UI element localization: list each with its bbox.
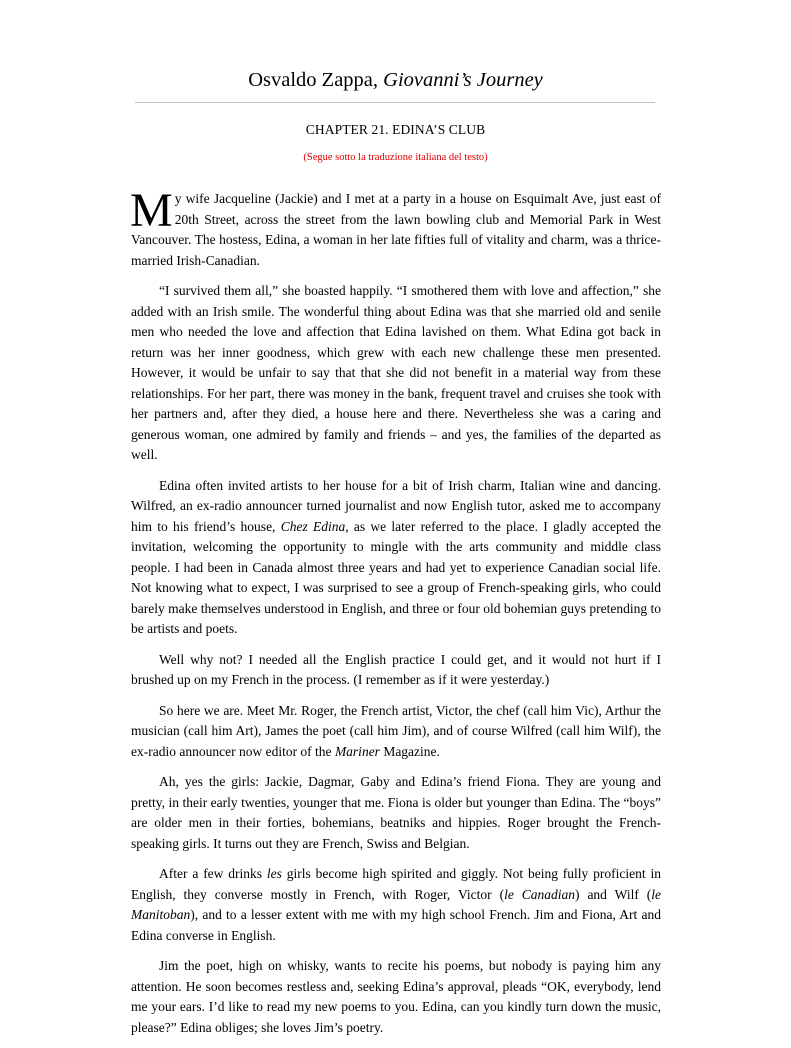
paragraph-3-text-b: as we later referred to the place. I gladly accepted the invitation, welcoming the opportunity to mingle with the arts community and middle class people. I had been in Canada almost three years and had yet to experience Canadian social life. Not knowing what to expect, I was surprised to see a group of French-speaking girls, who could barely make themselves understood in English, and three or four old bohemian guys pretending to be artists and poets. xyxy=(131,518,661,636)
paragraph-4: Well why not? I needed all the English practice I could get, and it would not hurt if I brushed up on my French in the process. (I remember as if it were yesterday.) xyxy=(131,651,661,687)
paragraph-7-text-a: After a few drinks xyxy=(159,866,267,881)
paragraph-7-italic-1: les xyxy=(266,866,282,881)
paragraph-7 xyxy=(131,864,661,946)
drop-cap: M xyxy=(130,184,173,237)
paragraph-7-text-d: ), and to a lesser extent with me with my high school French. Jim and Fiona, Art and Edina converse in English. xyxy=(131,907,661,943)
paragraph-1 xyxy=(130,184,661,271)
chapter-body xyxy=(130,184,661,1048)
paragraph-8: Jim the poet, high on whisky, wants to recite his poems, but nobody is paying him any attention. He soon becomes restless and, seeking Edina’s approval, pleads “OK, everybody, lend me your ears. I’d like to read my new poems to you. Edina, can you kindly turn down the music, please?” Edina obliges; she loves Jim’s poetry. xyxy=(131,958,661,1035)
paragraph-5 xyxy=(131,701,661,763)
chapter-title: CHAPTER 21. EDINA’S CLUB xyxy=(305,122,486,137)
paragraph-7-italic-2: le Canadian xyxy=(504,886,576,902)
paragraph-5-text-a: So here we are. Meet Mr. Roger, the French artist, Victor, the chef (call him Vic), Arthur the musician (call him Art), James the poet (call him Jim), and of course Wilfred (call him Wilf), the ex-radio announcer now editor of the xyxy=(131,702,661,759)
paragraph-7-text-b: girls become high spirited and giggly. Not being fully proficient in English, they converse mostly in French, with Roger, Victor ( xyxy=(131,866,661,902)
paragraph-5-italic: Mariner xyxy=(334,743,380,759)
paragraph-1-text: y wife Jacqueline (Jackie) and I met at a party in a house on Esquimalt Ave, just east of 20th Street, across the street from the lawn bowling club and Memorial Park in West Vancouver. The hostess, Edina, a woman in her late fifties full of vitality and charm, was a thrice-married Irish-Canadian. xyxy=(131,191,661,268)
paragraph-3 xyxy=(131,476,661,640)
paragraph-7-italic-3: le Manitoban xyxy=(131,886,661,922)
paragraph-7-text-c: ) and Wilf ( xyxy=(575,886,652,902)
translation-note: (Segue sotto la traduzione italiana del testo) xyxy=(303,152,488,163)
paragraph-5-text-b: Magazine. xyxy=(379,743,440,759)
running-header xyxy=(0,66,791,94)
paragraph-2: “I survived them all,” she boasted happily. “I smothered them with love and affection,” she added with an Irish smile. The wonderful thing about Edina was that she married old and senile men who needed the love and affection that Edina lavished on them. What Edina got back in return was her inner goodness, which grew with each new challenge these men presented. However, it would be unfair to say that that she did not benefit in a material way from these relationships. For her part, there was money in the bank, frequent travel and cruises she took with her partners and, after they died, a house here and there. Nevertheless she was a caring and generous woman, one admired by family and friends – and yes, the families of the departed as well. xyxy=(131,283,661,462)
header-book-title: Giovanni’s Journey xyxy=(383,69,543,91)
paragraph-3-italic: Chez Edina, xyxy=(280,518,349,534)
paragraph-3-text-a: Edina often invited artists to her house for a bit of Irish charm, Italian wine and dancing. Wilfred, an ex-radio announcer turned journalist and now English tutor, asked me to accompany him to his friend’s house, xyxy=(131,477,661,534)
header-author: Osvaldo Zappa, xyxy=(248,69,384,91)
header-divider xyxy=(135,102,655,103)
paragraph-6: Ah, yes the girls: Jackie, Dagmar, Gaby and Edina’s friend Fiona. They are young and pretty, in their early twenties, younger that me. Fiona is older but younger than Edina. The “boys” are older men in their forties, bohemians, beatniks and hippies. Roger brought the French-speaking girls. It turns out they are French, Swiss and Belgian. xyxy=(131,774,661,851)
